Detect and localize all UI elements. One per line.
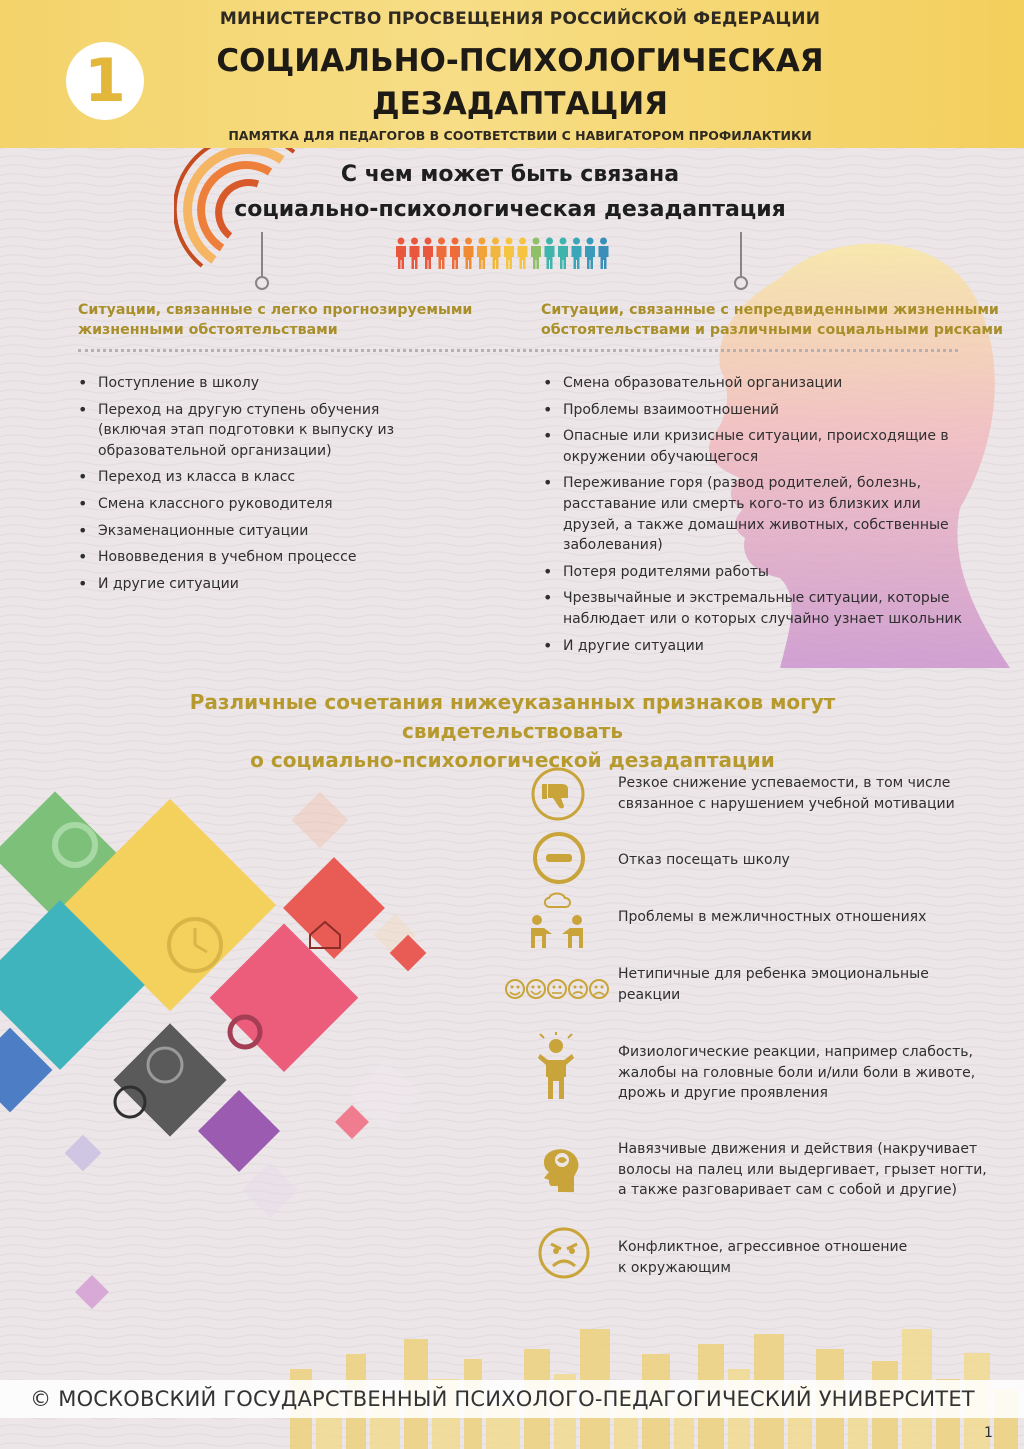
list-item: • Переход на другую ступень обучения (включая этап подготовки к выпуску из образовательной организации) <box>78 400 408 462</box>
list-item: • Проблемы взаимоотношений <box>543 400 963 421</box>
headache-person-icon <box>536 1032 576 1102</box>
list-item: • Нововведения в учебном процессе <box>78 547 408 568</box>
page-title-line1: СОЦИАЛЬНО-ПСИХОЛОГИЧЕСКАЯ <box>216 43 824 79</box>
sign-text: Нетипичные для ребенка эмоциональные реакции <box>618 966 929 1003</box>
sign-text: Резкое снижение успеваемости, в том числе связанное с нарушением учебной мотивации <box>618 775 955 812</box>
right-connector-pin-icon <box>731 232 751 292</box>
list-item: • И другие ситуации <box>78 574 408 595</box>
left-column-heading <box>78 300 472 340</box>
people-row-icon <box>395 237 613 271</box>
footer-bar <box>0 1380 1024 1418</box>
left-situations-list <box>78 373 408 600</box>
page-subtitle: ПАМЯТКА ДЛЯ ПЕДАГОГОВ В СООТВЕТСТВИИ С НАВИГАТОРОМ ПРОФИЛАКТИКИ <box>228 128 812 143</box>
list-item: • Переживание горя (развод родителей, болезнь, расставание или смерть кого-то из близких или друзей, а также домашних животных, собственные заболевания) <box>543 473 963 555</box>
head-profile-icon <box>536 1140 586 1196</box>
list-item: • И другие ситуации <box>543 636 963 657</box>
page-title-line2: ДЕЗАДАПТАЦИЯ <box>371 86 669 122</box>
copyright-text: © МОСКОВСКИЙ ГОСУДАРСТВЕННЫЙ ПСИХОЛОГО-ПЕДАГОГИЧЕСКИЙ УНИВЕРСИТЕТ <box>30 1387 975 1411</box>
dotted-divider <box>78 349 958 352</box>
question-heading-line2: социально-психологическая дезадаптация <box>234 197 786 222</box>
sign-text: Навязчивые движения и действия (накручивает волосы на палец или выдергивает, грызет ногти, а также разговаривает сам с собой и другие) <box>618 1141 987 1199</box>
page-title <box>180 40 860 126</box>
section-number-badge <box>66 42 144 120</box>
question-heading-line1: С чем может быть связана <box>340 162 680 187</box>
list-item: • Поступление в школу <box>78 373 408 394</box>
emotion-faces-icon <box>504 978 612 1002</box>
list-item: • Смена образовательной организации <box>543 373 963 394</box>
left-connector-pin-icon <box>252 232 272 292</box>
left-heading-line1: Ситуации, связанные с легко прогнозируемыми <box>78 302 473 318</box>
right-column-heading <box>541 300 1003 340</box>
list-item: • Переход из класса в класс <box>78 467 408 488</box>
right-heading-line2: обстоятельствами и различными социальными рисками <box>541 322 1003 338</box>
right-heading-line1: Ситуации, связанные с непредвиденными жизненными <box>541 302 999 318</box>
angry-face-icon <box>537 1226 591 1280</box>
signs-heading-line2: о социально-психологической дезадаптации <box>250 748 775 772</box>
ministry-name: МИНИСТЕРСТВО ПРОСВЕЩЕНИЯ РОССИЙСКОЙ ФЕДЕРАЦИИ <box>219 9 821 29</box>
sign-text: Проблемы в межличностных отношениях <box>618 909 927 925</box>
header-banner <box>0 0 1024 148</box>
right-situations-list <box>543 373 963 662</box>
arguing-people-icon <box>525 890 589 956</box>
sign-text: Отказ посещать школу <box>618 852 790 868</box>
decorative-mosaic-illustration <box>0 740 480 1320</box>
page-number: 1 <box>984 1425 993 1441</box>
sign-text: Конфликтное, агрессивное отношение к окружающим <box>618 1239 908 1276</box>
list-item: • Опасные или кризисные ситуации, происходящие в окружении обучающегося <box>543 426 963 467</box>
list-item: • Чрезвычайные и экстремальные ситуации, которые наблюдает или о которых случайно узнает школьник <box>543 588 963 629</box>
thumbs-down-icon <box>530 766 586 822</box>
list-item: • Потеря родителями работы <box>543 562 963 583</box>
list-item: • Экзаменационные ситуации <box>78 521 408 542</box>
section-number: 1 <box>84 46 126 116</box>
minus-circle-icon <box>531 830 587 886</box>
signs-heading-line1: Различные сочетания нижеуказанных признаков могут свидетельствовать <box>189 690 836 743</box>
left-heading-line2: жизненными обстоятельствами <box>78 322 338 338</box>
city-skyline-illustration <box>280 1300 1024 1449</box>
list-item: • Смена классного руководителя <box>78 494 408 515</box>
sign-text: Физиологические реакции, например слабость, жалобы на головные боли и/или боли в животе, дрожь и другие проявления <box>618 1044 976 1102</box>
